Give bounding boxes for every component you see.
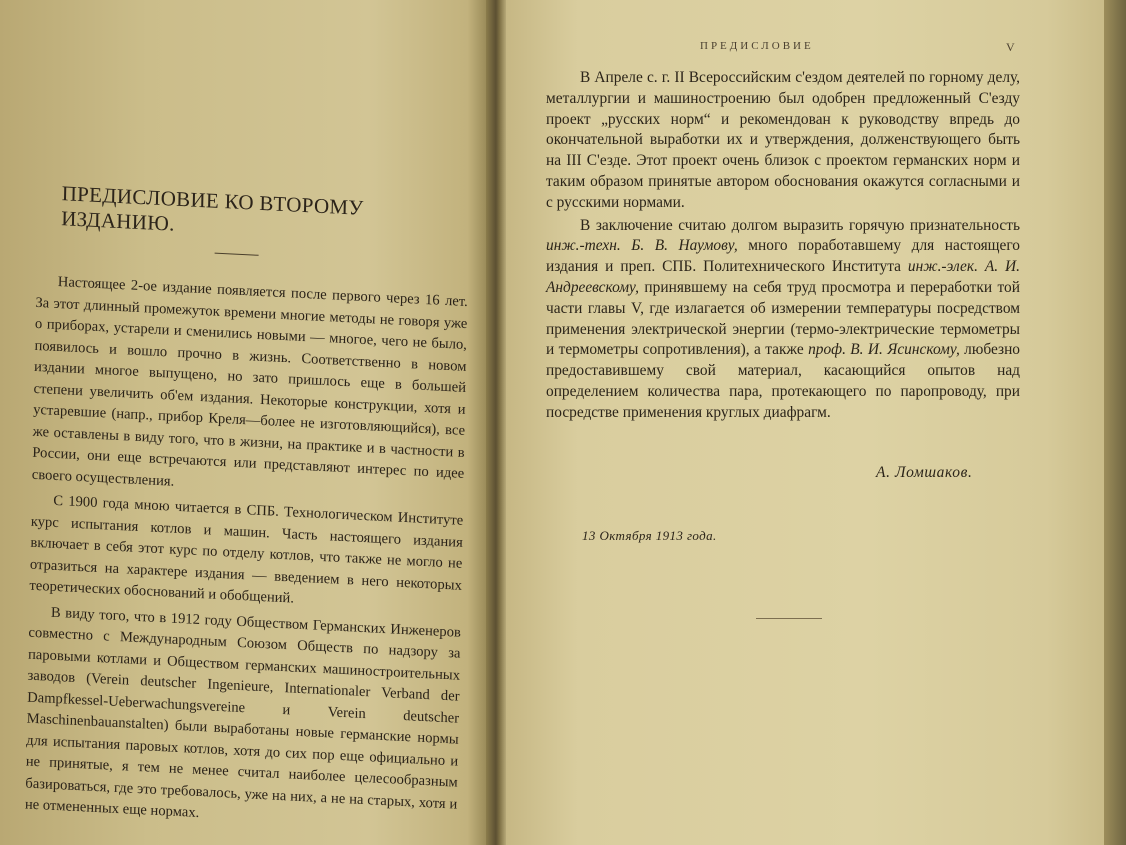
preface-date: 13 Октября 1913 года. xyxy=(582,528,717,543)
left-paragraph-3: В виду того, что в 1912 году Обществом Германских Инженеров совместно с Международным Союзом Обществ по надзору за паровыми котлами и Обществом германских машиностроительных заводов (Verein deutscher Ingenieure, Internationaler Verband der Dampfkessel-Ueberwachungsvereine и Verein deutscher Maschinenbauanstalten) были выработаны новые германские нормы для испытания паровых котлов, хотя до сих пор еще официально и не принятые, я тем не менее считал наиболее целесообразным базироваться, где это требовалось, уже на них, а не на старых, хотя и не отмененных еще нормах. xyxy=(24,604,462,822)
left-page-content xyxy=(25,180,470,841)
name-yasinsky: проф. В. И. Ясинскому, xyxy=(808,341,960,359)
left-page xyxy=(0,0,492,845)
left-paragraph-2: С 1900 года мною читается в СПБ. Технологическом Институте курс испытания котлов и машин. Часть настоящего издания включает в себя этот курс по отделу котлов, что также не могло не отразиться на характере издания — введением в него некоторых теоретических обоснований и обобщений. xyxy=(29,492,464,607)
title-rule xyxy=(215,253,259,256)
preface-title: ПРЕДИСЛОВИЕ КО ВТОРОМУ ИЗДАНИЮ. xyxy=(60,181,364,236)
paragraph-text: любезно предоставившему свой материал, касающийся опытов над определением количества пара, протекающего по паропроводу, при посредстве применения круглых диафрагм. xyxy=(546,341,1020,421)
paragraph-text: много поработавшему для настоящего издания и преп. СПБ. Политехнического Института xyxy=(546,237,1020,276)
book-gutter xyxy=(486,0,508,845)
end-rule xyxy=(756,618,822,619)
name-andreevsky: инж.-элек. А. И. Андреевскому, xyxy=(546,258,1020,296)
right-paragraph-2 xyxy=(546,216,1020,424)
page-number: V xyxy=(1006,40,1015,54)
page-edge xyxy=(1104,0,1126,845)
paragraph-text: принявшему на себя труд просмотра и переработки той части главы V, где излагается об измерении температуры посредством применения электрической энергии (термо-электрические термометры и термометры сопротивления), а также xyxy=(546,278,1020,359)
left-paragraph-1: Настоящее 2-ое издание появляется после первого через 16 лет. За этот длинный промежуток времени многие методы не говоря уже о приборах, устарели и сменились новыми — многое, чего не было, появилось и вошло прочно в жизнь. Соответственно в новом издании многое выпущено, но зато пришлось еще в большей степени увеличить об'ем издания. Некоторые конструкции, хотя и устаревшие (напр., прибор Креля—более не изготовляющийся), все же оставлены в виду того, что в жизни, на практике и в частности в России, они еще встречаются или представляют интерес по идее своего осуществления. xyxy=(31,274,468,490)
paragraph-text: В заключение считаю долгом выразить горячую признательность xyxy=(580,216,1020,234)
right-paragraph-1: В Апреле с. г. II Всероссийским с'ездом деятелей по горному делу, металлургии и машиностроению был одобрен предложенный С'езду проект „русских норм“ и рекомендован к руководству впредь до окончательной выработки их и утверждения, долженствующего быть на III С'езде. Этот проект очень близок с проектом германских норм и таким образом принятые автором обоснования окажутся согласными и с русскими нормами. xyxy=(546,69,1020,211)
author-signature: А. Ломшаков. xyxy=(876,464,973,481)
right-page-content xyxy=(546,68,1020,426)
name-naumov: инж.-техн. Б. В. Наумову, xyxy=(546,237,738,255)
running-head: ПРЕДИСЛОВИЕ xyxy=(700,40,814,52)
